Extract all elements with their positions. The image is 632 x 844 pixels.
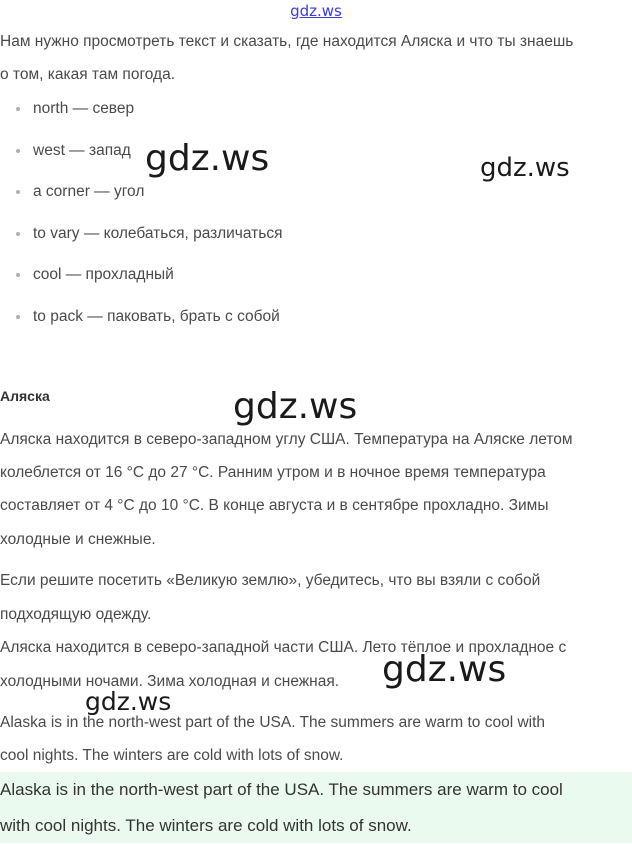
watermark: gdz.ws [480, 153, 570, 183]
bullet-icon [16, 315, 20, 319]
translation-line: холодные и снежные. [0, 531, 156, 548]
watermark: gdz.ws [145, 138, 270, 179]
watermark-top[interactable]: gdz.ws [290, 2, 342, 20]
answer-en-line: cool nights. The winters are cold with lots of snow. [0, 747, 344, 764]
vocab-text: to pack — паковать, брать с собой [33, 307, 280, 325]
vocab-text: north — север [33, 100, 135, 117]
answer-highlight-line: Alaska is in the north-west part of the USA. The summers are warm to cool [0, 780, 563, 799]
list-item [0, 175, 282, 217]
translation-line: составляет от 4 °С до 10 °С. В конце августа и в сентябре прохладно. Зимы [0, 497, 549, 514]
visit-line: подходящую одежду. [0, 606, 152, 623]
watermark: gdz.ws [233, 386, 358, 427]
bullet-icon [16, 190, 20, 194]
vocabulary-list [0, 92, 282, 342]
answer-highlight-line: with cool nights. The winters are cold with lots of snow. [0, 816, 412, 835]
list-item [0, 300, 282, 342]
section-title: Аляска [0, 388, 50, 404]
bullet-icon [16, 232, 20, 236]
bullet-icon [16, 273, 20, 277]
translation-line: Аляска находится в северо-западном углу США. Температура на Аляске летом [0, 431, 573, 448]
answer-ru-line: холодными ночами. Зима холодная и снежная. [0, 673, 340, 690]
intro-line-2: о том, какая там погода. [0, 66, 176, 83]
list-item [0, 92, 282, 134]
answer-highlight-box [0, 772, 632, 843]
watermark: gdz.ws [85, 687, 172, 716]
vocab-text: west — запад [33, 141, 131, 159]
vocab-text: to vary — колебаться, различаться [33, 224, 283, 242]
list-item [0, 217, 282, 259]
translation-line: колеблется от 16 °С до 27 °С. Ранним утром и в ночное время температура [0, 464, 546, 481]
vocab-text: cool — прохладный [33, 266, 174, 284]
list-item [0, 258, 282, 300]
answer-en-line: Alaska is in the north-west part of the USA. The summers are warm to cool with [0, 714, 546, 731]
bullet-icon [16, 107, 20, 111]
answer-ru-line: Аляска находится в северо-западной части США. Лето тёплое и прохладное с [0, 639, 567, 656]
bullet-icon [16, 149, 20, 153]
intro-line-1: Нам нужно просмотреть текст и сказать, где находится Аляска и что ты знаешь [0, 33, 574, 50]
visit-line: Если решите посетить «Великую землю», убедитесь, что вы взяли с собой [0, 572, 541, 589]
vocab-text: a corner — угол [33, 183, 145, 201]
watermark: gdz.ws [382, 649, 507, 690]
